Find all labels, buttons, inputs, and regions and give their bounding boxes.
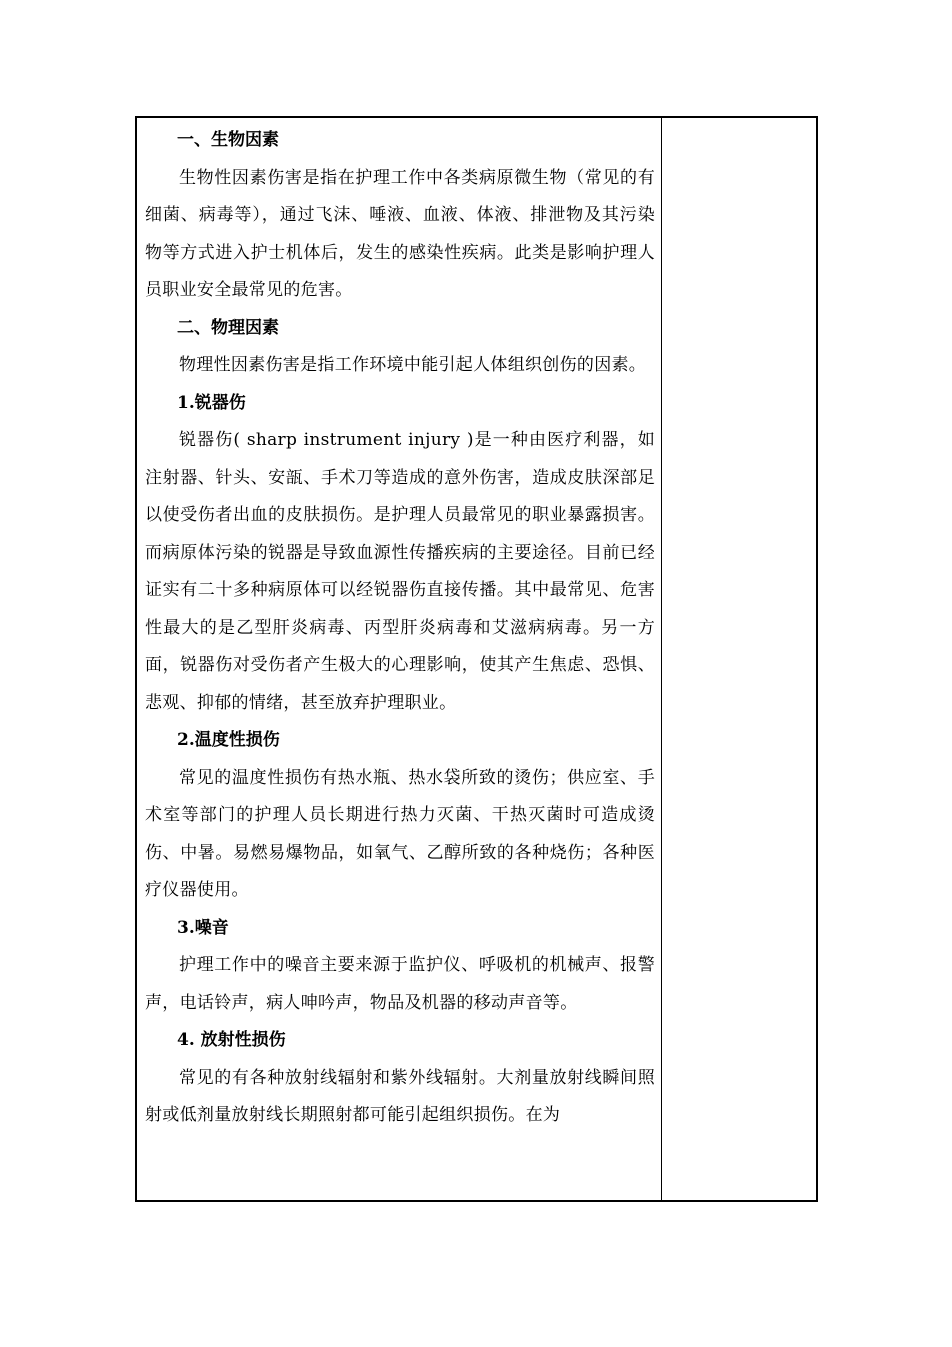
paragraph-radiation: 常见的有各种放射线辐射和紫外线辐射。大剂量放射线瞬间照射或低剂量放射线长期照射都可能引起组织损伤。在为 xyxy=(145,1067,655,1125)
section-heading-biological: 一、生物因素 xyxy=(177,130,279,150)
main-content-cell xyxy=(137,118,662,1200)
section-heading-temperature-injury: 2.温度性损伤 xyxy=(177,730,280,750)
side-empty-cell xyxy=(662,118,816,1200)
paragraph-noise: 护理工作中的噪音主要来源于监护仪、呼吸机的机械声、报警声，电话铃声，病人呻吟声，物品及机器的移动声音等。 xyxy=(145,955,655,1013)
paragraph-sharp-injury: 锐器伤( sharp instrument injury )是一种由医疗利器，如注射器、针头、安瓿、手术刀等造成的意外伤害，造成皮肤深部足以使受伤者出血的皮肤损伤。是护理人员最常见的职业暴露损害。而病原体污染的锐器是导致血源性传播疾病的主要途径。目前已经证实有二十多种病原体可以经锐器伤直接传播。其中最常见、危害性最大的是乙型肝炎病毒、丙型肝炎病毒和艾滋病病毒。另一方面，锐器伤对受伤者产生极大的心理影响，使其产生焦虑、恐惧、悲观、抑郁的情绪，甚至放弃护理职业。 xyxy=(145,430,655,713)
section-heading-physical: 二、物理因素 xyxy=(177,317,279,338)
paragraph-temperature-injury: 常见的温度性损伤有热水瓶、热水袋所致的烫伤；供应室、手术室等部门的护理人员长期进行热力灭菌、干热灭菌时可造成烫伤、中暑。易燃易爆物品，如氧气、乙醇所致的各种烧伤；各种医疗仪器使用。 xyxy=(145,767,655,900)
paragraph-biological: 生物性因素伤害是指在护理工作中各类病原微生物（常见的有细菌、病毒等），通过飞沫、唾液、血液、体液、排泄物及其污染物等方式进入护士机体后，发生的感染性疾病。此类是影响护理人员职业安全最常见的危害。 xyxy=(145,167,655,300)
paragraph-physical: 物理性因素伤害是指工作环境中能引起人体组织创伤的因素。 xyxy=(179,355,647,375)
section-heading-sharp-injury: 1.锐器伤 xyxy=(177,392,246,413)
section-heading-noise: 3.噪音 xyxy=(177,917,229,938)
section-heading-radiation: 4. 放射性损伤 xyxy=(177,1030,286,1050)
content-table xyxy=(135,116,818,1202)
